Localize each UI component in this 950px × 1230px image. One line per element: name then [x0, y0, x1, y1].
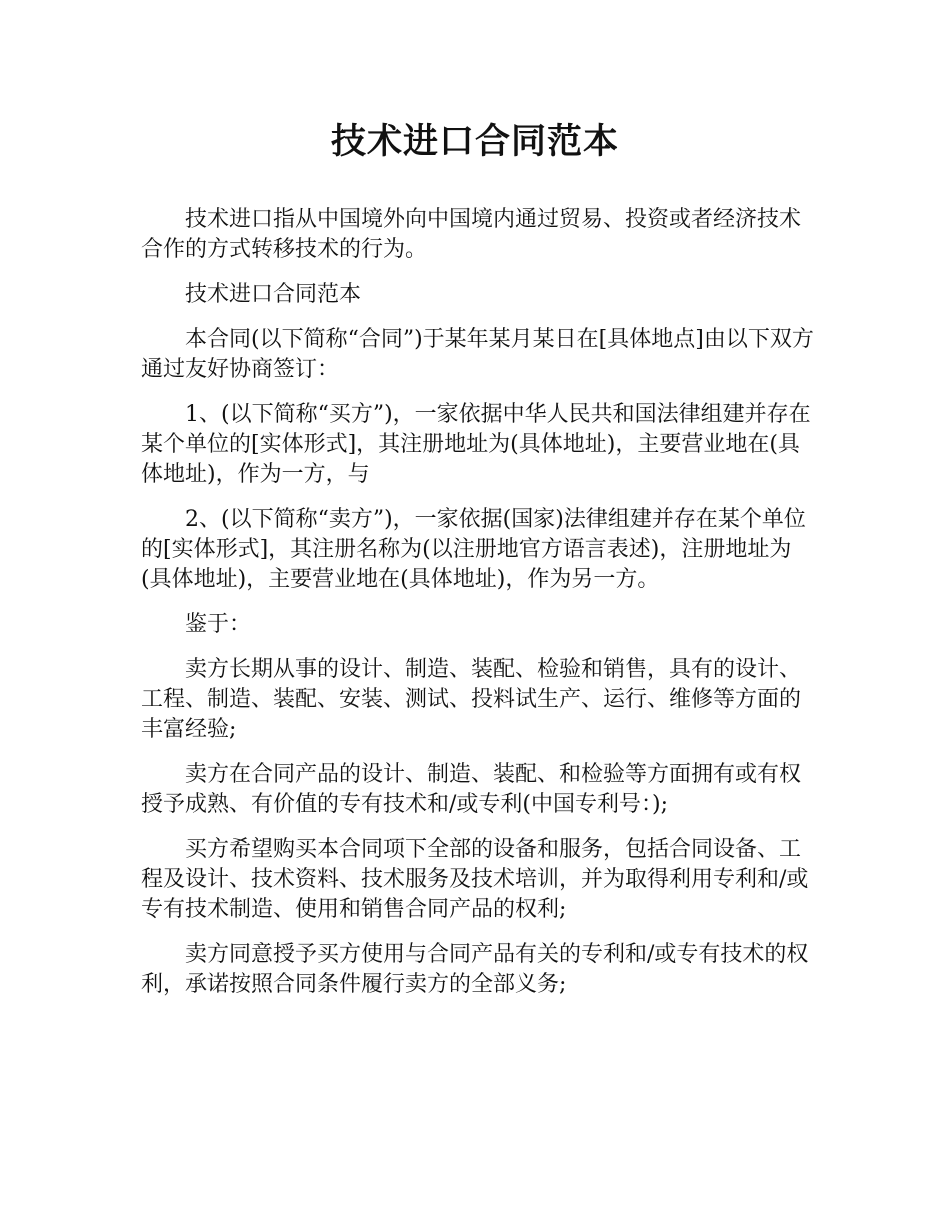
document-body [141, 205, 821, 1015]
paragraph-whereas: 鉴于： [185, 612, 252, 637]
paragraph-seller-grant: 卖方同意授予买方使用与合同产品有关的专利和/或专有技术的权利，承诺按照合同条件履行卖方的全部义务; [141, 942, 809, 997]
paragraph-heading: 技术进口合同范本 [185, 282, 362, 307]
paragraph-buyer: 1、(以下简称“买方”)，一家依据中华人民共和国法律组建并存在某个单位的[实体形式]，其注册地址为(具体地址)，主要营业地在(具体地址)，作为一方，与 [141, 402, 811, 487]
paragraph-preamble: 本合同(以下简称“合同”)于某年某月某日在[具体地点]由以下双方通过友好协商签订： [141, 327, 814, 382]
paragraph-intro: 技术进口指从中国境外向中国境内通过贸易、投资或者经济技术合作的方式转移技术的行为。 [141, 207, 802, 262]
paragraph-buyer-purchase: 买方希望购买本合同项下全部的设备和服务，包括合同设备、工程及设计、技术资料、技术服务及技术培训，并为取得利用专利和/或专有技术制造、使用和销售合同产品的权利; [141, 837, 809, 922]
document-title: 技术进口合同范本 [330, 122, 619, 162]
paragraph-seller-technology: 卖方在合同产品的设计、制造、装配、和检验等方面拥有或有权授予成熟、有价值的专有技术和/或专利(中国专利号：); [141, 762, 802, 817]
paragraph-seller-experience: 卖方长期从事的设计、制造、装配、检验和销售，具有的设计、工程、制造、装配、安装、测试、投料试生产、运行、维修等方面的丰富经验; [141, 657, 802, 742]
paragraph-seller: 2、(以下简称“卖方”)，一家依据(国家)法律组建并存在某个单位的[实体形式]，其注册名称为(以注册地官方语言表述)，注册地址为(具体地址)，主要营业地在(具体地址)，作为另一方。 [141, 507, 806, 592]
